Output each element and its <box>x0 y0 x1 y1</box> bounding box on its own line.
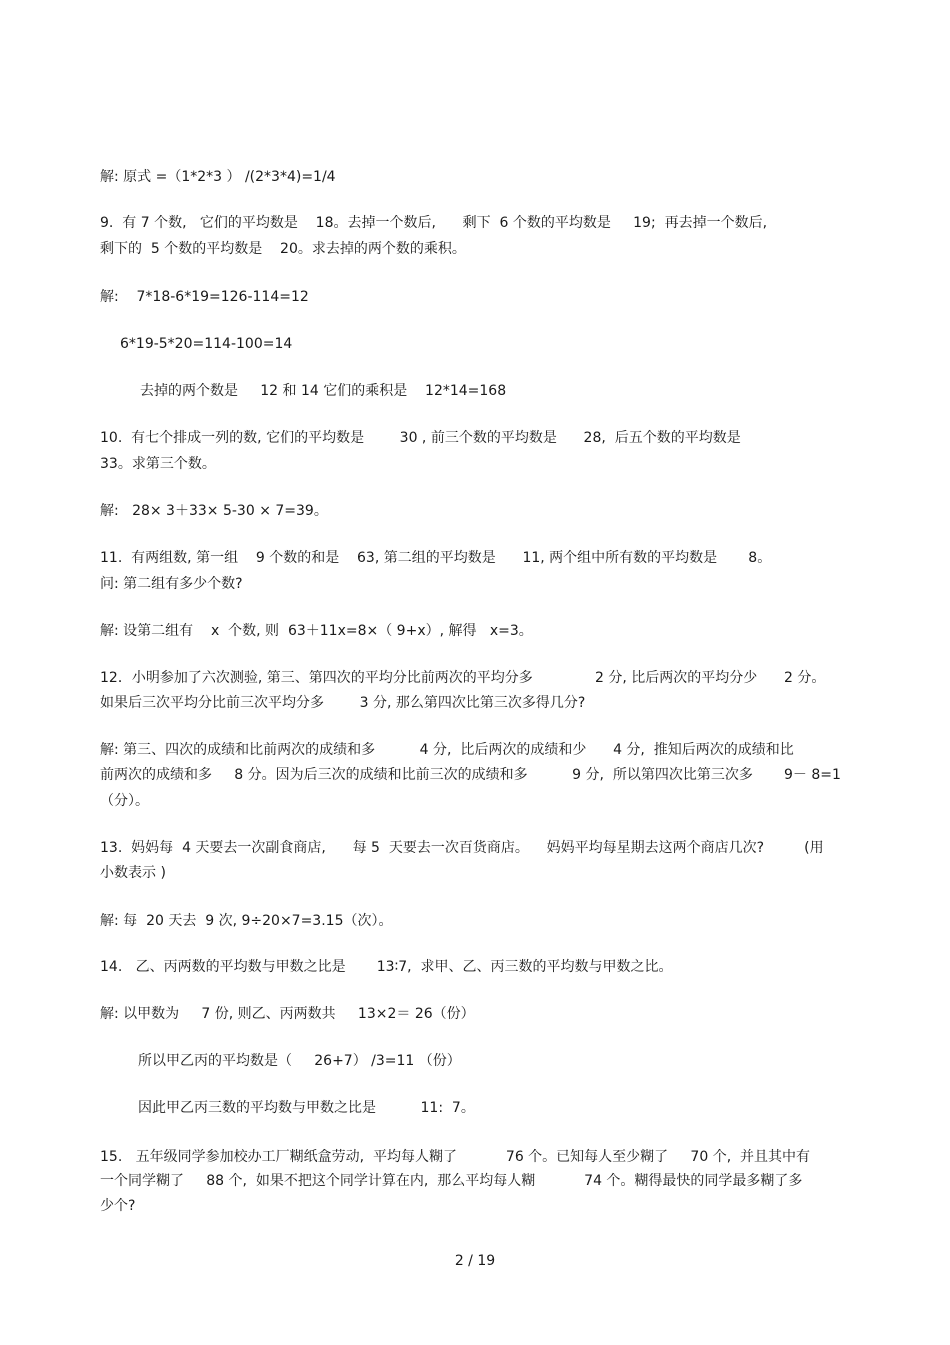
answer-10-line: 解: 28× 3＋33× 5-30 × 7=39。 <box>100 503 328 519</box>
answer-12-line-1: 解: 第三、四次的成绩和比前两次的成绩和多 4 分, 比后两次的成绩和少 4 分, 推知后两次的成绩和比 <box>100 742 794 758</box>
answer-9-line-3: 去掉的两个数是 12 和 14 它们的乘积是 12*14=168 <box>140 383 507 399</box>
answer-13-line: 解: 每 20 天去 9 次, 9÷20×7=3.15（次）。 <box>100 913 393 929</box>
answer-12-line-2: 前两次的成绩和多 8 分。因为后三次的成绩和比前三次的成绩和多 9 分, 所以第四次比第三次多 9－ 8=1 <box>100 767 841 783</box>
question-13-line-2: 小数表示 ) <box>100 865 166 881</box>
answer-9-line-2: 6*19-5*20=114-100=14 <box>120 336 293 352</box>
question-10-line-1: 10. 有七个排成一列的数, 它们的平均数是 30 , 前三个数的平均数是 28, 后五个数的平均数是 <box>100 430 741 446</box>
question-15-line-3: 少个? <box>100 1198 136 1214</box>
page-number: 2 / 19 <box>454 1253 496 1269</box>
question-9-line-1: 9. 有 7 个数, 它们的平均数是 18。去掉一个数后, 剩下 6 个数的平均数是 19; 再去掉一个数后, <box>100 215 768 231</box>
answer-12-line-3: （分）。 <box>100 793 149 809</box>
answer-14-line-3: 因此甲乙丙三数的平均数与甲数之比是 11: 7。 <box>138 1100 475 1116</box>
question-9-line-2: 剩下的 5 个数的平均数是 20。求去掉的两个数的乘积。 <box>100 241 466 257</box>
question-10-line-2: 33。求第三个数。 <box>100 456 216 472</box>
question-14-line: 14. 乙、丙两数的平均数与甲数之比是 13∶7, 求甲、乙、丙三数的平均数与甲数之比。 <box>100 959 673 975</box>
answer-8-line: 解: 原式 =（1*2*3 ） /(2*3*4)=1/4 <box>100 169 336 185</box>
answer-14-line-2: 所以甲乙丙的平均数是（ 26+7） /3=11 （份） <box>138 1053 461 1069</box>
question-13-line-1: 13. 妈妈每 4 天要去一次副食商店, 每 5 天要去一次百货商店。 妈妈平均每星期去这两个商店几次? (用 <box>100 840 824 856</box>
answer-11-line: 解: 设第二组有 x 个数, 则 63＋11x=8×（ 9+x）, 解得 x=3。 <box>100 623 533 639</box>
question-11-line-2: 问: 第二组有多少个数? <box>100 576 243 592</box>
question-11-line-1: 11. 有两组数, 第一组 9 个数的和是 63, 第二组的平均数是 11, 两个组中所有数的平均数是 8。 <box>100 550 772 566</box>
answer-9-line-1: 解: 7*18-6*19=126-114=12 <box>100 289 309 305</box>
question-15-line-1: 15. 五年级同学参加校办工厂糊纸盒劳动, 平均每人糊了 76 个。已知每人至少糊了 70 个, 并且其中有 <box>100 1149 811 1165</box>
question-12-line-2: 如果后三次平均分比前三次平均分多 3 分, 那么第四次比第三次多得几分? <box>100 695 586 711</box>
answer-14-line-1: 解: 以甲数为 7 份, 则乙、丙两数共 13×2＝ 26（份） <box>100 1006 475 1022</box>
question-12-line-1: 12．小明参加了六次测验, 第三、第四次的平均分比前两次的平均分多 2 分, 比后两次的平均分少 2 分。 <box>100 670 826 686</box>
question-15-line-2: 一个同学糊了 88 个, 如果不把这个同学计算在内, 那么平均每人糊 74 个。糊得最快的同学最多糊了多 <box>100 1173 803 1189</box>
